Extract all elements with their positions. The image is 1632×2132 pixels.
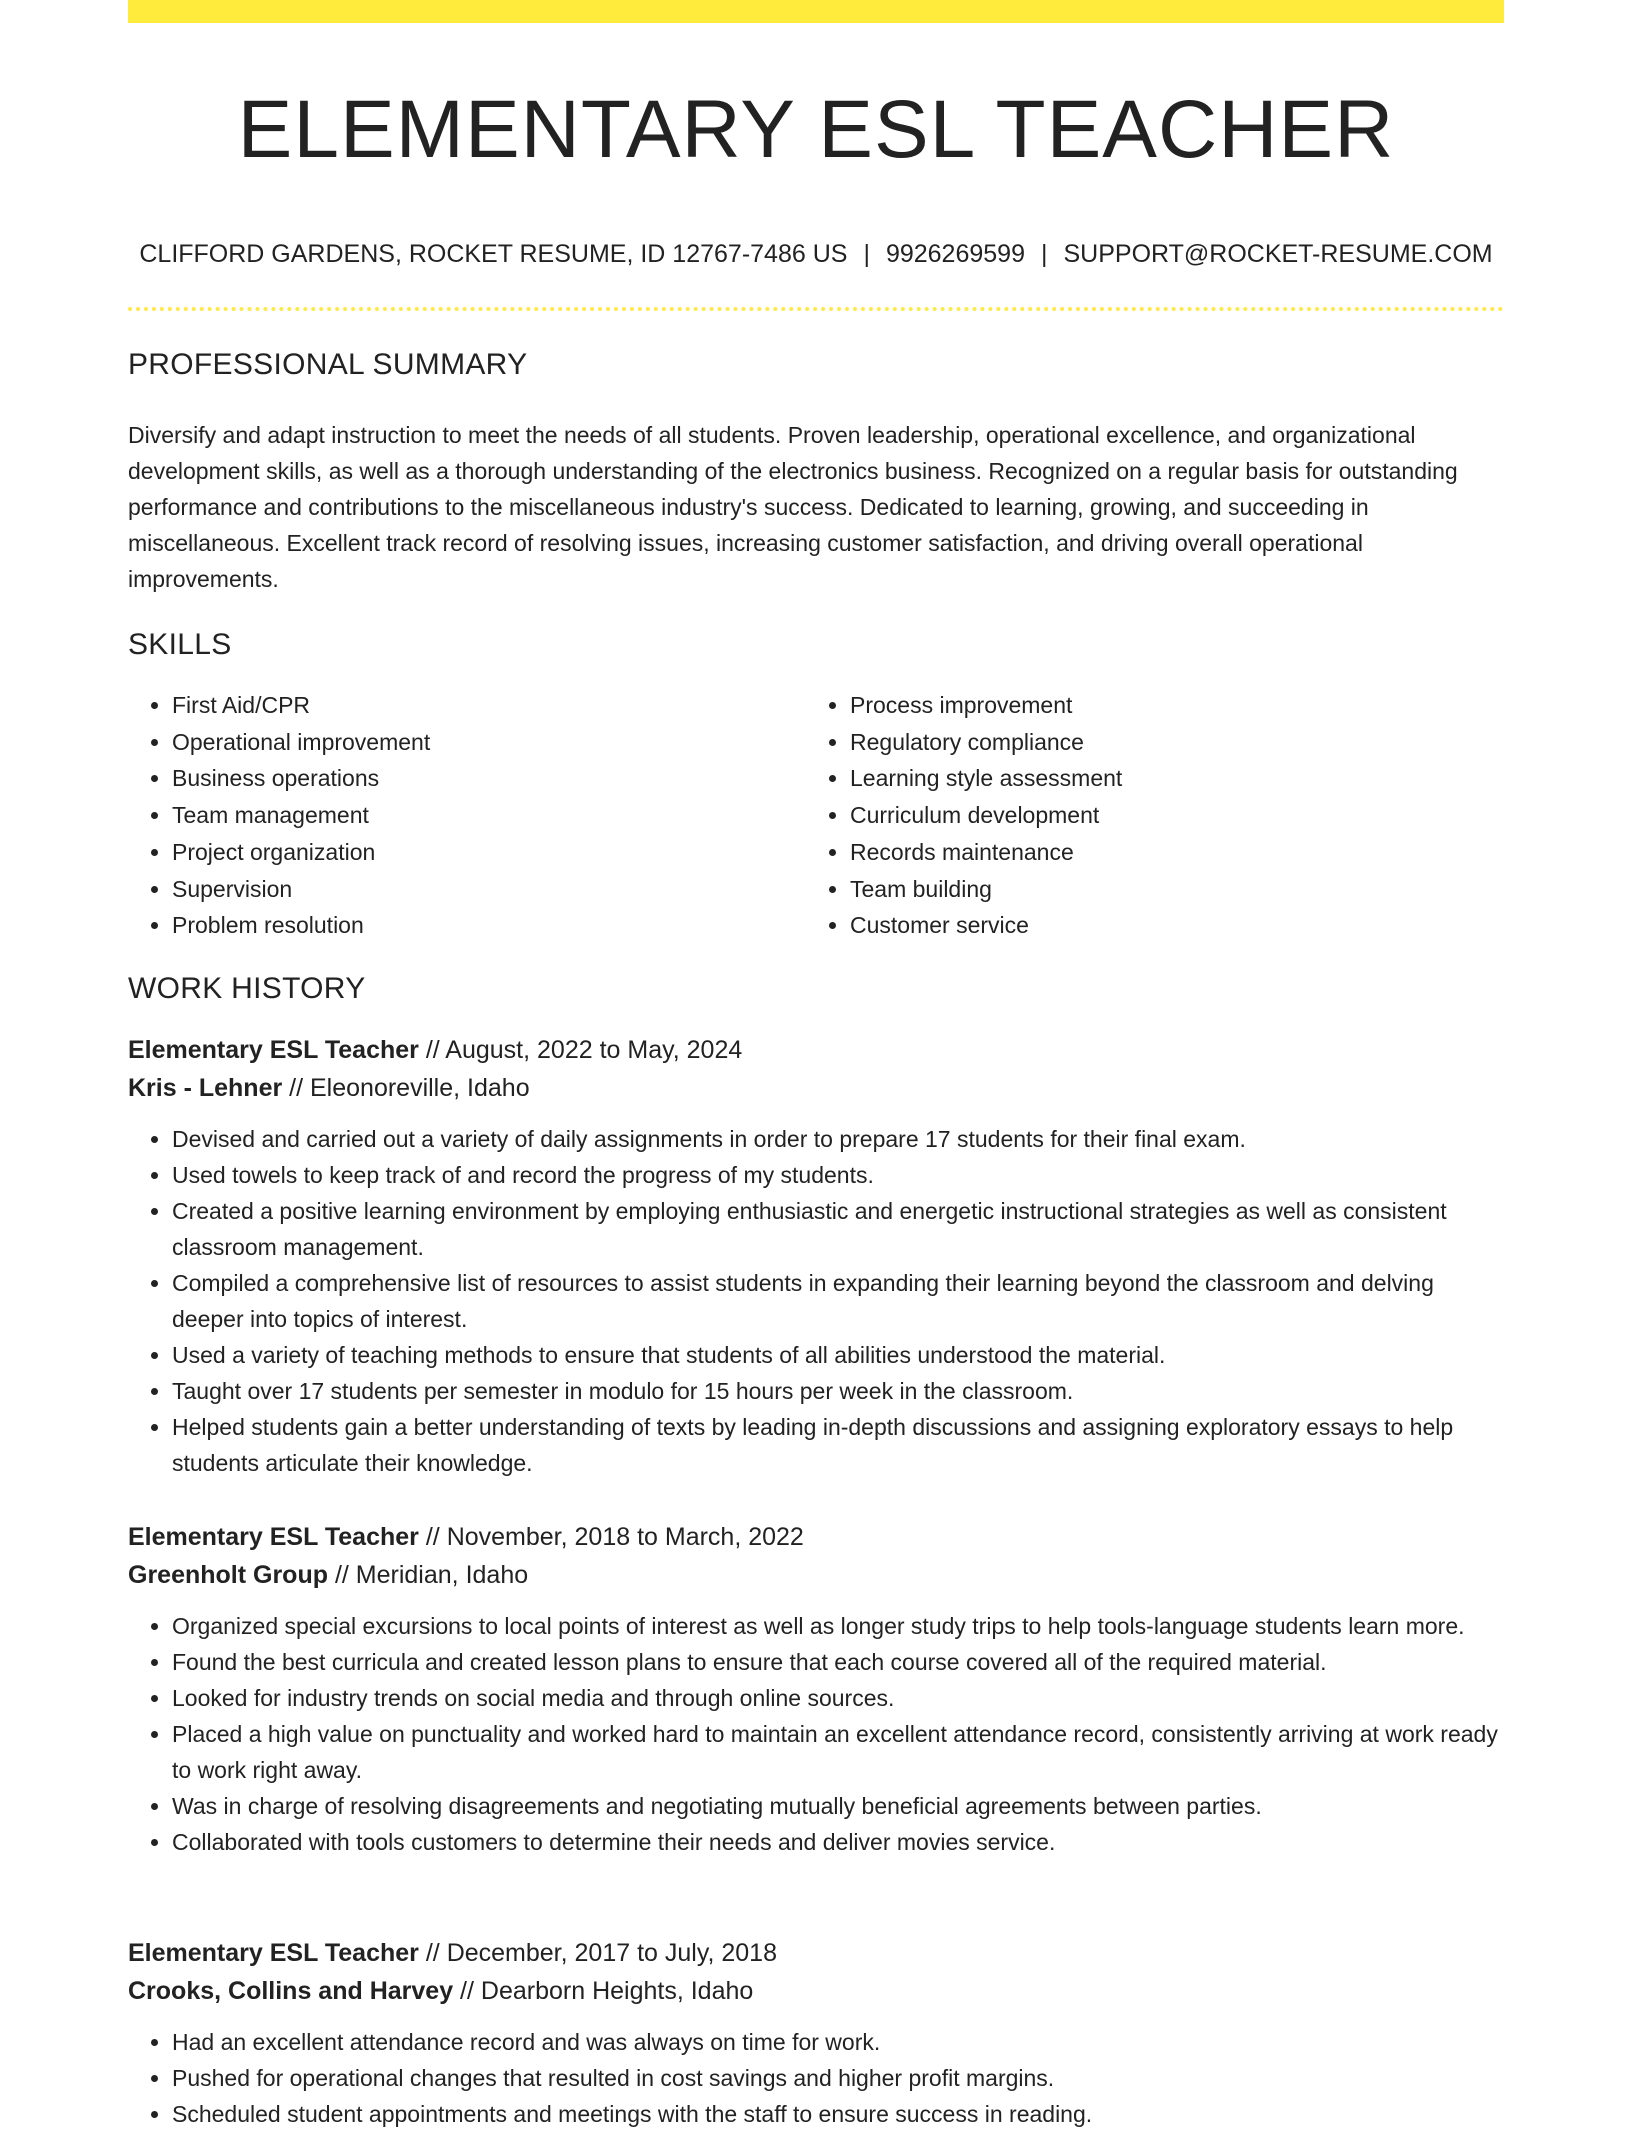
dotted-divider	[128, 307, 1504, 311]
job-bullet: • Created a positive learning environment by employing enthusiastic and energetic instructional strategies as well as consistent classroom management.	[172, 1193, 1504, 1265]
skill-item: • Process improvement	[850, 687, 1484, 724]
job-entry	[128, 1934, 1504, 2132]
work-history-heading: WORK HISTORY	[128, 972, 366, 1005]
skills-list-left	[128, 687, 806, 944]
date-separator: //	[328, 1561, 356, 1589]
job-entry	[128, 1031, 1504, 1481]
job-dates: November, 2018 to March, 2022	[446, 1523, 804, 1551]
job-bullet: • Pushed for operational changes that resulted in cost savings and higher profit margins.	[172, 2060, 1504, 2096]
job-bullet: • Scheduled student appointments and meetings with the staff to ensure success in reading.	[172, 2096, 1504, 2132]
job-bullet: • Helped students gain a better understanding of texts by leading in-depth discussions and assigning exploratory essays to help students articulate their knowledge.	[172, 1409, 1504, 1481]
job-company: Greenholt Group	[128, 1561, 328, 1589]
job-company: Crooks, Collins and Harvey	[128, 1977, 454, 2005]
skill-item: • Learning style assessment	[850, 760, 1484, 797]
job-bullet: • Taught over 17 students per semester in modulo for 15 hours per week in the classroom.	[172, 1373, 1504, 1409]
job-bullet: • Had an excellent attendance record and was always on time for work.	[172, 2024, 1504, 2060]
summary-heading: PROFESSIONAL SUMMARY	[128, 348, 528, 381]
date-separator: //	[282, 1074, 310, 1102]
job-location: Eleonoreville, Idaho	[310, 1074, 530, 1102]
accent-bar	[128, 0, 1504, 23]
skill-item: • Curriculum development	[850, 797, 1484, 834]
skill-item: • Records maintenance	[850, 834, 1484, 871]
job-bullet: • Looked for industry trends on social media and through online sources.	[172, 1680, 1504, 1716]
skill-item: • Problem resolution	[172, 907, 806, 944]
job-company: Kris - Lehner	[128, 1074, 283, 1102]
contact-address: CLIFFORD GARDENS, ROCKET RESUME, ID 12767-7486 US	[139, 240, 848, 268]
date-separator: //	[418, 1523, 447, 1551]
job-dates: August, 2022 to May, 2024	[445, 1036, 743, 1064]
contact-email: SUPPORT@ROCKET-RESUME.COM	[1063, 240, 1493, 268]
job-company-line	[128, 1972, 1504, 2010]
skill-item: • Business operations	[172, 760, 806, 797]
job-bullet: • Organized special excursions to local points of interest as well as longer study trips to help tools-language students learn more.	[172, 1608, 1504, 1644]
job-bullet: • Was in charge of resolving disagreements and negotiating mutually beneficial agreements between parties.	[172, 1788, 1504, 1824]
job-bullet: • Found the best curricula and created lesson plans to ensure that each course covered all of the required material.	[172, 1644, 1504, 1680]
job-bullet: • Used towels to keep track of and record the progress of my students.	[172, 1157, 1504, 1193]
skill-item: • Project organization	[172, 834, 806, 871]
job-bullet: • Placed a high value on punctuality and worked hard to maintain an excellent attendance record, consistently arriving at work ready to work right away.	[172, 1716, 1504, 1788]
job-bullets	[128, 1608, 1504, 1860]
job-entry	[128, 1518, 1504, 1860]
date-separator: //	[418, 1939, 447, 1967]
skill-item: • Regulatory compliance	[850, 724, 1484, 761]
contact-separator: |	[863, 240, 870, 268]
job-title-line	[128, 1934, 1504, 1972]
skills-heading: SKILLS	[128, 628, 232, 661]
job-bullets	[128, 1121, 1504, 1481]
job-company-line	[128, 1556, 1504, 1594]
skill-item: • Team building	[850, 871, 1484, 908]
summary-text: Diversify and adapt instruction to meet the needs of all students. Proven leadership, operational excellence, and organizational development skills, as well as a thorough understanding of the electronics business. Recognized on a regular basis for outstanding performance and contributions to the miscellaneous industry's success. Dedicated to learning, growing, and succeeding in miscellaneous. Excellent track record of resolving issues, increasing customer satisfaction, and driving overall operational improvements.	[128, 422, 1458, 592]
job-title-line	[128, 1518, 1504, 1556]
job-bullets	[128, 2024, 1504, 2132]
job-dates: December, 2017 to July, 2018	[446, 1939, 777, 1967]
date-separator: //	[453, 1977, 481, 2005]
job-title-line	[128, 1031, 1504, 1069]
job-title: Elementary ESL Teacher	[128, 1939, 419, 1967]
page-title: ELEMENTARY ESL TEACHER	[237, 84, 1395, 175]
job-location: Meridian, Idaho	[355, 1561, 529, 1589]
job-title: Elementary ESL Teacher	[128, 1523, 419, 1551]
job-location: Dearborn Heights, Idaho	[480, 1977, 754, 2005]
job-title: Elementary ESL Teacher	[128, 1036, 419, 1064]
job-bullet: • Devised and carried out a variety of daily assignments in order to prepare 17 students for their final exam.	[172, 1121, 1504, 1157]
contact-separator: |	[1040, 240, 1048, 268]
skill-item: • Supervision	[172, 871, 806, 908]
job-bullet: • Compiled a comprehensive list of resources to assist students in expanding their learning beyond the classroom and delving deeper into topics of interest.	[172, 1265, 1504, 1337]
contact-phone: 9926269599	[885, 240, 1025, 268]
skills-list-right	[806, 687, 1484, 944]
skill-item: • Operational improvement	[172, 724, 806, 761]
job-company-line	[128, 1069, 1504, 1107]
job-bullet: • Used a variety of teaching methods to ensure that students of all abilities understood the material.	[172, 1337, 1504, 1373]
contact-line	[128, 236, 1504, 272]
skills-columns	[128, 687, 1504, 944]
date-separator: //	[418, 1036, 446, 1064]
skill-item: • Team management	[172, 797, 806, 834]
job-bullet: • Collaborated with tools customers to determine their needs and deliver movies service.	[172, 1824, 1504, 1860]
skill-item: • First Aid/CPR	[172, 687, 806, 724]
skill-item: • Customer service	[850, 907, 1484, 944]
